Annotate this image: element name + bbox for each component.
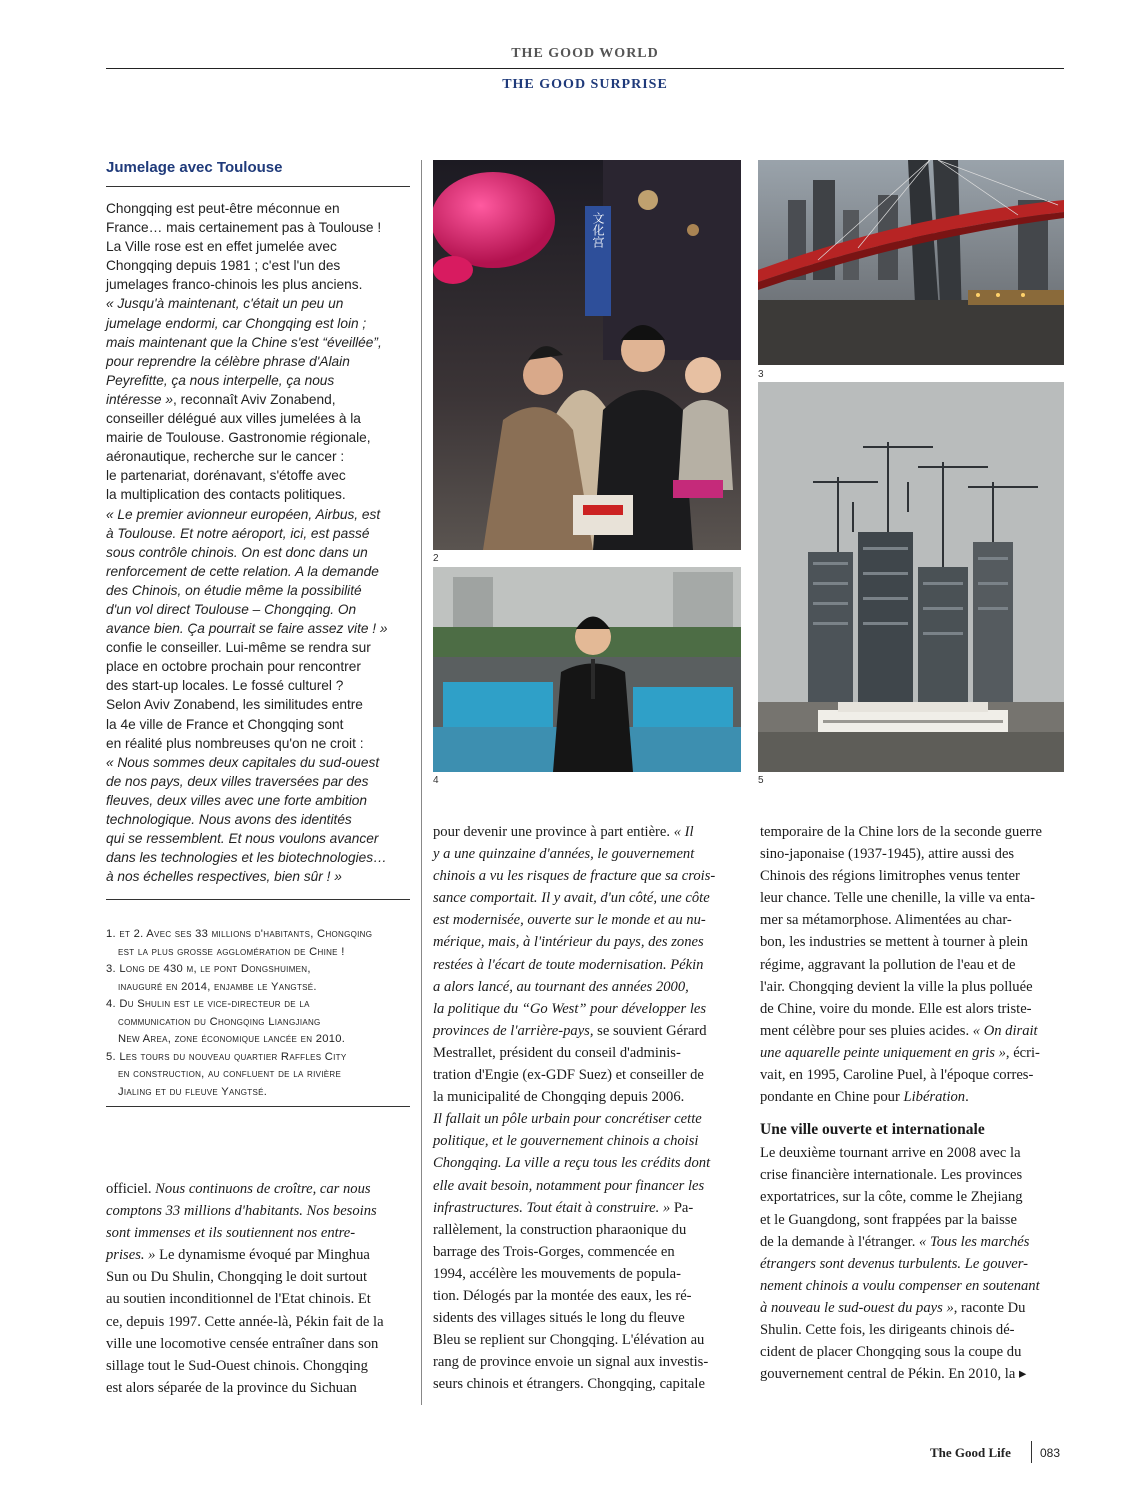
caption-line: communication du Chongqing Liangjiang [118,1015,321,1028]
text-line: tration d'Engie (ex-GDF Suez) et conseiller de [433,1067,704,1084]
text-line: une aquarelle peinte uniquement en gris », écri- [760,1044,1040,1061]
sidebar-line: fleuves, deux villes avec une forte ambition [106,792,367,808]
text-line: la municipalité de Chongqing depuis 2006. [433,1089,685,1106]
sidebar-line: place en octobre prochain pour rencontrer [106,659,361,675]
text-line: Shulin. Cette fois, les dirigeants chinois dé- [760,1321,1015,1338]
text-line: et le Guangdong, sont frappées par la baisse [760,1211,1017,1228]
sidebar-line: en réalité plus nombreuses qu'on ne croit : [106,735,364,751]
page-number: 083 [1040,1446,1061,1460]
photo-captions [106,926,412,1101]
sidebar-title: Jumelage avec Toulouse [106,159,283,176]
text-line: de la demande à l'étranger. « Tous les marchés [760,1233,1030,1250]
text-line: Bleu se replient sur Chongqing. L'élévation au [433,1332,705,1349]
sidebar-line: des start-up locales. Le fossé culturel ? [106,678,344,694]
header-rule [106,68,1064,69]
text-line: restées à l'écart de toute modernisation. Pékin [433,956,704,973]
body-column-2 [433,821,739,1395]
sidebar-line: des Chinois, on étudie même la possibilité [106,582,362,598]
text-line: seurs chinois et étrangers. Chongqing, capitale [433,1376,705,1393]
sidebar-line: dans les technologies et les biotechnologies… [106,850,387,866]
sidebar-line: Selon Aviv Zonabend, les similitudes entre [106,697,363,713]
sidebar-line: d'un vol direct Toulouse – Chongqing. On [106,601,357,617]
sidebar-line: mais maintenant que la Chine s'est “éveillée”, [106,334,382,350]
text-line: sont immenses et ils soutiennent nos entre- [106,1225,356,1242]
text-line: prises. » Le dynamisme évoqué par Minghua [106,1247,370,1264]
sidebar-line: technologique. Nous avons des identités [106,812,352,827]
body-column-3-part-a [760,821,1066,1108]
section-subheading: Une ville ouverte et internationale [760,1121,985,1139]
text-line: 1994, accélère les mouvements de popula- [433,1265,682,1282]
body-column-1 [106,1178,412,1399]
sidebar-line: à nos échelles respectives, bien sûr ! » [106,869,342,885]
sidebar-line: sous contrôle chinois. On est donc dans un [106,544,368,560]
text-line: temporaire de la Chine lors de la seconde guerre [760,824,1043,840]
sidebar-text [106,199,412,886]
sidebar-line: conseiller délégué aux villes jumelées à la [106,411,361,427]
column-divider [421,160,422,1405]
text-line: barrage des Trois-Gorges, commencée en [433,1243,675,1260]
sidebar-line: Chongqing est peut-être méconnue en [106,201,340,216]
text-line: mérique, mais, à l'intérieur du pays, des zones [433,934,704,951]
text-line: Sun ou Du Shulin, Chongqing le doit surtout [106,1269,368,1286]
text-line: rallèlement, la construction pharaonique du [433,1221,687,1238]
sidebar-line: avance bien. Ça pourrait se faire assez vite ! » [106,621,388,637]
text-line: Le deuxième tournant arrive en 2008 avec la [760,1145,1021,1162]
text-line: gouvernement central de Pékin. En 2010, la ▸ [760,1366,1027,1383]
text-line: mer sa métamorphose. Alimentées au char- [760,912,1012,929]
text-line: de Chine, voire du monde. Elle est alors triste- [760,1000,1032,1017]
text-line: la politique du “Go West” pour développer les [433,1000,707,1017]
text-line: Il fallait un pôle urbain pour concrétiser cette [433,1111,702,1128]
text-line: tion. Délogés par la montée des eaux, les ré- [433,1287,692,1304]
text-line: leur chance. Telle une chenille, la ville va enta- [760,890,1036,907]
caption-line: 4. Du Shulin est le vice-directeur de la [106,998,310,1010]
text-line: vait, en 1995, Caroline Puel, à l'époque corres- [760,1067,1034,1084]
text-line: est alors séparée de la province du Sichuan [106,1379,357,1396]
text-line: cident de placer Chongqing sous la coupe du [760,1344,1022,1361]
text-line: sance comportait. Il y avait, d'un côté, une côte [433,890,710,907]
sidebar-line: « Nous sommes deux capitales du sud-ouest [106,754,380,770]
text-line: nement chinois a voulu compenser en soutenant [760,1277,1040,1294]
caption-line: 5. Les tours du nouveau quartier Raffles City [106,1050,347,1063]
text-line: pondante en Chine pour Libération. [760,1089,969,1106]
footer-separator [1031,1441,1032,1463]
text-line: ville une locomotive censée entraîner dans son [106,1335,379,1352]
body-column-3-part-b [760,1142,1066,1385]
text-line: sillage tout le Sud-Ouest chinois. Chongqing [106,1357,368,1374]
photo-2-street-family [433,160,741,550]
sidebar-line: qui se ressemblent. Et nous voulons avancer [106,831,379,847]
sidebar-line: jumelage endormi, car Chongqing est loin ; [106,315,367,331]
text-line: politique, et le gouvernement chinois a choisi [433,1133,699,1150]
text-line: Chinois des régions limitrophes venus tenter [760,868,1020,885]
text-line: sidents des villages situés le long du fleuve [433,1310,685,1327]
photo-5-raffles-city [758,382,1064,772]
magazine-brand: The Good Life [930,1445,1011,1460]
photo-4-number: 4 [433,775,439,786]
sidebar-line: jumelages franco-chinois les plus anciens. [106,277,363,293]
text-line: a alors lancé, au tournant des années 2000, [433,978,689,995]
caption-line: Jialing et du fleuve Yangtsé. [118,1085,268,1098]
text-line: est modernisée, ouverte sur le monde et au nu- [433,912,706,929]
text-line: ment célèbre pour ses pluies acides. « On dirait [760,1022,1038,1039]
sidebar-line: pour reprendre la célèbre phrase d'Alain [106,353,350,369]
section-kicker: THE GOOD WORLD [511,46,659,61]
text-line: Chongqing. La ville a reçu tous les crédits dont [433,1155,711,1172]
text-line: elle avait besoin, notamment pour financer les [433,1177,705,1194]
text-line: étrangers sont devenus turbulents. Le gouver- [760,1255,1029,1272]
photo-2-number: 2 [433,553,439,564]
sidebar-line: France… mais certainement pas à Toulouse ! [106,220,382,236]
sidebar-line: Chongqing depuis 1981 ; c'est l'un des [106,258,341,274]
sidebar-rule-bottom [106,899,410,900]
photo-4-du-shulin [433,567,741,772]
text-line: chinois a vu les risques de fracture que sa crois- [433,868,716,885]
sidebar-line: renforcement de cette relation. A la demande [106,563,379,579]
text-line: comptons 33 millions d'habitants. Nos besoins [106,1203,377,1220]
sidebar-line: à Toulouse. Et notre aéroport, ici, est passé [106,525,370,541]
text-line: à nouveau le sud-ouest du pays », raconte Du [760,1299,1026,1316]
text-line: régime, aggravant la pollution de l'eau et de [760,956,1016,973]
photo-3-bridge [758,160,1064,365]
sidebar-line: de nos pays, deux villes traversées par des [106,773,369,789]
text-line: au soutien inconditionnel de l'Etat chinois. Et [106,1291,371,1308]
sidebar-line: aéronautique, recherche sur le cancer : [106,449,345,465]
text-line: y a une quinzaine d'années, le gouvernement [433,846,695,863]
sidebar-line: intéresse », reconnaît Aviv Zonabend, [106,391,336,407]
sidebar-line: Peyrefitte, ça nous interpelle, ça nous [106,372,335,388]
text-line: ce, depuis 1997. Cette année-là, Pékin fait de la [106,1313,384,1330]
sidebar-line: La Ville rose est en effet jumelée avec [106,239,337,255]
body-column-3 [760,821,1066,1385]
caption-line: 1. et 2. Avec ses 33 millions d'habitants, Chongqing [106,928,373,940]
text-line: infrastructures. Tout était à construire. » Pa- [433,1199,694,1216]
text-line: crise financière internationale. Les provinces [760,1167,1023,1184]
text-line: exportatrices, sur la côte, comme le Zhejiang [760,1189,1023,1206]
caption-line: en construction, au confluent de la rivière [118,1068,342,1080]
captions-rule [106,1106,410,1107]
sidebar-line: mairie de Toulouse. Gastronomie régionale, [106,430,371,446]
text-line: bon, les industries se mettent à tourner à plein [760,934,1028,951]
sidebar-line: la multiplication des contacts politiques. [106,487,346,503]
sidebar-line: confie le conseiller. Lui-même se rendra sur [106,640,371,656]
text-line: provinces de l'arrière-pays, se souvient Gérard [433,1022,707,1039]
text-line: officiel. Nous continuons de croître, car nous [106,1181,371,1197]
sidebar-line: « Jusqu'à maintenant, c'était un peu un [106,296,344,312]
text-line: pour devenir une province à part entière. « Il [433,824,694,840]
sidebar-line: « Le premier avionneur européen, Airbus, est [106,506,381,522]
section-subkicker: THE GOOD SURPRISE [502,77,668,92]
text-line: rang de province envoie un signal aux investis- [433,1354,709,1371]
caption-line: 3. Long de 430 m, le pont Dongshuimen, [106,963,311,975]
text-line: Mestrallet, président du conseil d'adminis- [433,1044,681,1061]
text-line: l'air. Chongqing devient la ville la plus polluée [760,978,1033,995]
street-sign-text: 文化宫 [591,212,605,248]
sidebar-line: la 4e ville de France et Chongqing sont [106,716,344,732]
caption-line: New Area, zone économique lancée en 2010. [118,1033,346,1045]
photo-5-number: 5 [758,775,764,786]
sidebar-line: le partenariat, dorénavant, s'étoffe avec [106,468,346,484]
text-line: sino-japonaise (1937-1945), attire aussi des [760,846,1015,863]
caption-line: est la plus grosse agglomération de Chine ! [118,945,345,958]
sidebar-rule-top [106,186,410,187]
photo-3-number: 3 [758,369,764,380]
caption-line: inauguré en 2014, enjambe le Yangtsé. [118,980,317,993]
